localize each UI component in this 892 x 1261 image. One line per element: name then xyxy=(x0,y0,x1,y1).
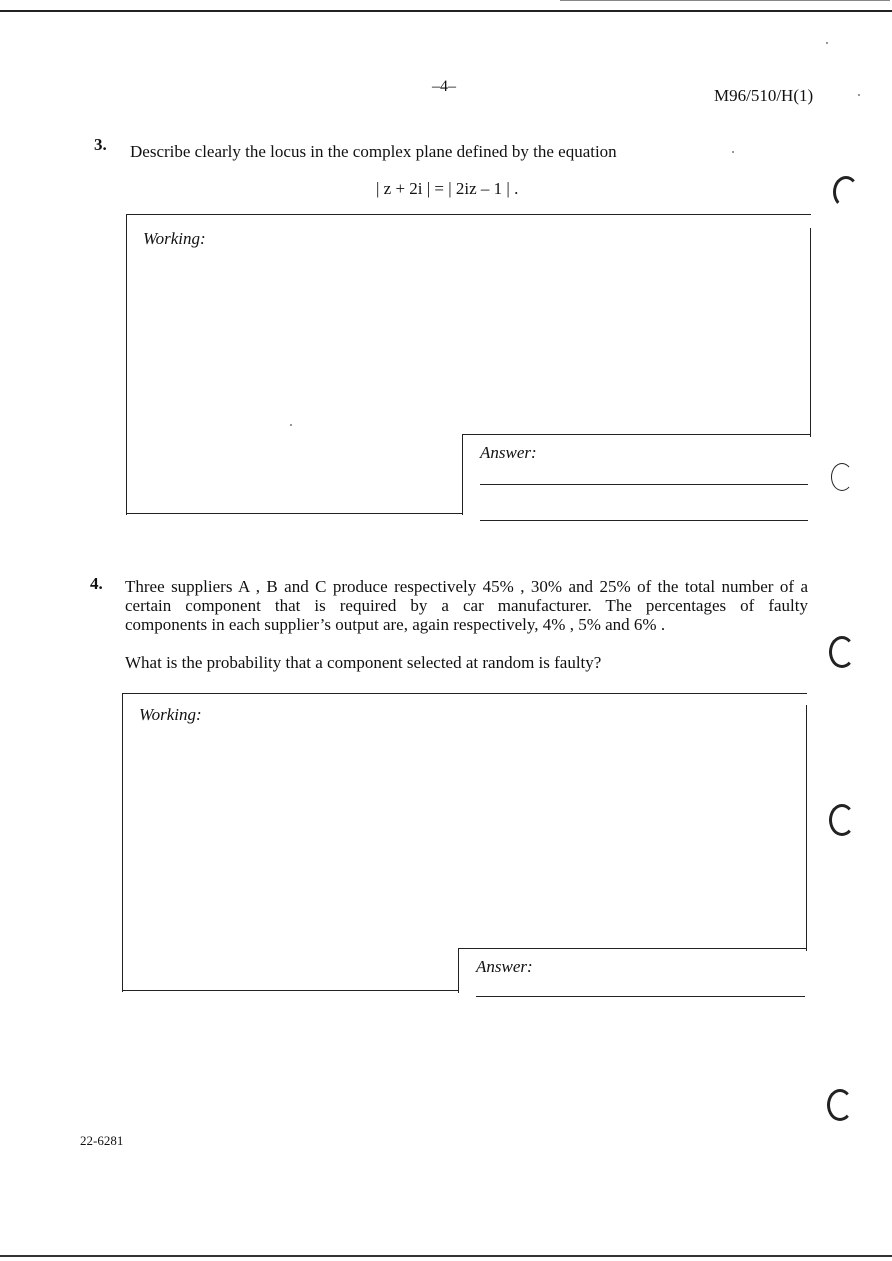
binder-hole-mark xyxy=(829,804,855,836)
question-3-text: Describe clearly the locus in the complex plane defined by the equation xyxy=(130,142,617,161)
box-step-edge xyxy=(462,434,811,435)
box-right-edge xyxy=(806,705,807,951)
binder-hole-mark xyxy=(833,176,859,208)
question-4-line-2: certain component that is required by a car manufacturer. The percentages of faulty xyxy=(125,596,808,615)
question-3-answer-label: Answer: xyxy=(480,443,537,462)
scan-speck xyxy=(290,424,292,426)
box-bottom-edge xyxy=(126,513,463,514)
question-3-equation: | z + 2i | = | 2iz – 1 | . xyxy=(376,179,519,198)
box-left-edge xyxy=(122,693,123,992)
box-top-edge xyxy=(126,214,811,215)
paper-code: M96/510/H(1) xyxy=(714,86,814,105)
question-4-line-1: Three suppliers A , B and C produce respectively 45% , 30% and 25% of the total number of a xyxy=(125,577,808,596)
question-4-number: 4. xyxy=(90,574,103,593)
box-step-vertical xyxy=(458,948,459,993)
box-top-edge xyxy=(122,693,807,694)
footer-code: 22-6281 xyxy=(80,1133,124,1148)
question-3-working-label: Working: xyxy=(143,229,206,248)
page-number: –4– xyxy=(432,78,456,95)
question-3-answer-line-1[interactable] xyxy=(480,484,808,485)
question-3-number: 3. xyxy=(94,135,107,154)
question-4-answer-label: Answer: xyxy=(476,957,533,976)
box-right-edge xyxy=(810,228,811,437)
question-4-line-3: components in each supplier’s output are, again respectively, 4% , 5% and 6% . xyxy=(125,615,666,634)
box-step-vertical xyxy=(462,434,463,515)
question-4-answer-line[interactable] xyxy=(476,996,805,997)
box-bottom-edge xyxy=(122,990,459,991)
scan-edge-top xyxy=(0,10,892,12)
question-4-question: What is the probability that a component selected at random is faulty? xyxy=(125,653,602,672)
binder-hole-mark xyxy=(831,463,853,491)
scan-edge-bottom xyxy=(0,1255,892,1257)
box-left-edge xyxy=(126,214,127,515)
scan-edge-top-light xyxy=(560,0,890,1)
box-step-edge xyxy=(458,948,807,949)
question-4-working-label: Working: xyxy=(139,705,202,724)
scan-speck xyxy=(826,42,828,44)
binder-hole-mark xyxy=(829,636,855,668)
scan-speck xyxy=(732,151,734,153)
question-3-answer-line-2[interactable] xyxy=(480,520,808,521)
binder-hole-mark xyxy=(827,1089,853,1121)
scan-speck xyxy=(858,94,860,96)
